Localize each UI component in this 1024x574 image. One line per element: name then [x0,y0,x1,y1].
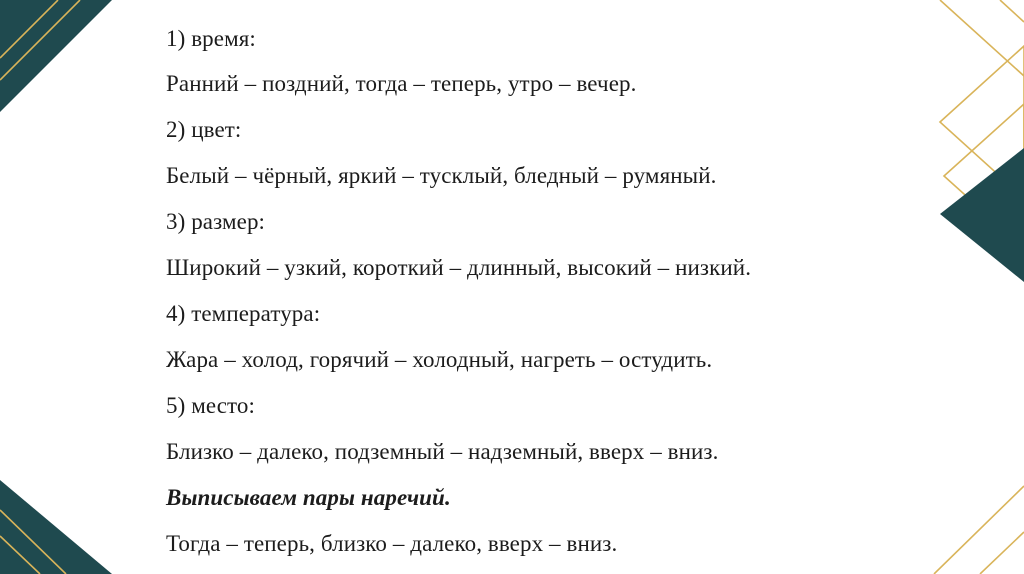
section-heading-color: 2) цвет: [166,117,242,142]
bottom-right-gold-line-1 [934,486,1024,574]
right-gold-line-2 [1000,0,1024,22]
text-line-color: Белый – чёрный, яркий – тусклый, бледный – румяный. [166,163,717,188]
text-line-temperature: Жара – холод, горячий – холодный, нагреть – остудить. [166,347,713,372]
bottom-right-gold-line-2 [980,532,1024,574]
answer-line: Тогда – теперь, близко – далеко, вверх – вниз. [166,531,618,556]
task-heading: Выписываем пары наречий. [166,485,451,510]
section-heading-size: 3) размер: [166,209,266,234]
section-heading-temperature: 4) температура: [166,301,321,326]
text-line-size: Широкий – узкий, короткий – длинный, высокий – низкий. [166,255,752,280]
section-heading-time: 1) время: [166,26,256,51]
text-line-time: Ранний – поздний, тогда – теперь, утро – вечер. [166,71,637,96]
text-line-place: Близко – далеко, подземный – надземный, вверх – вниз. [166,439,719,464]
section-heading-place: 5) место: [166,393,255,418]
